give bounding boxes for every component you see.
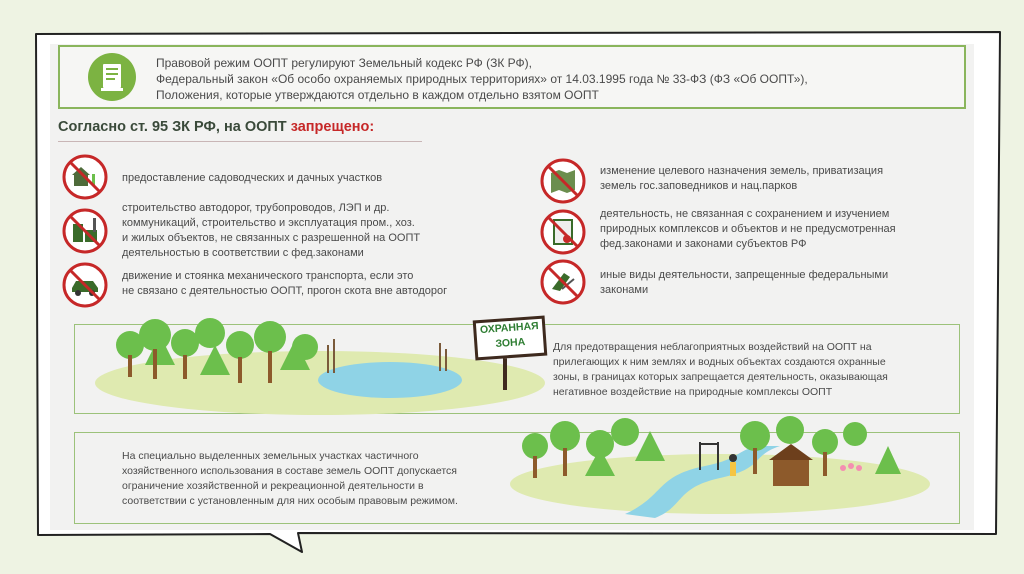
industrial-buildings-icon <box>62 208 108 254</box>
garden-house-icon <box>62 154 108 200</box>
protected-zone-sign: ОХРАННАЯ ЗОНА <box>473 316 548 361</box>
hunting-icon <box>540 259 586 305</box>
forbidden-item-3: движение и стоянка механического транспорта, если это не связано с деятельностью ООПТ, прогон скота вне автодорог <box>122 270 448 297</box>
header-line-3: Положения, которые утверждаются отдельно в каждом отдельно взятом ООПТ <box>156 88 599 102</box>
forbidden-item-2: строительство автодорог, трубопроводов, ЛЭП и др. коммуникаций, строительство и эксплуатация пром., хоз. и жилых объектов, не связанных с разрешенной на ООПТ деятельностью в соответствии с фед.законами <box>122 202 421 259</box>
forbidden-item-1: предоставление садоводческих и дачных участков <box>122 172 383 184</box>
document-icon <box>88 53 136 101</box>
partial-use-text: На специально выделенных земельных участках частичного хозяйственного использования в составе земель ООПТ допускается ограничение хозяйственной и рекреационной деятельности в соответствии с установленным для них особым правовым режимом. <box>122 450 458 507</box>
header-line-1: Правовой режим ООПТ регулируют Земельный кодекс РФ (ЗК РФ), <box>156 56 532 70</box>
protective-zone-text: Для предотвращения неблагоприятных воздействий на ООПТ на прилегающих к ним землях и водных объектах создаются охранные зоны, в границах которых запрещается деятельность, оказывающая негативное воздействие на природные комплексы ООПТ <box>553 341 888 398</box>
forbidden-item-4: изменение целевого назначения земель, приватизация земель гос.заповедников и нац.парков <box>600 165 884 192</box>
forbidden-item-6: иные виды деятельности, запрещенные федеральными законами <box>600 269 889 296</box>
certificate-icon <box>540 209 586 255</box>
title-underline <box>58 141 422 142</box>
car-icon <box>62 262 108 308</box>
forbidden-item-5: деятельность, не связанная с сохранением и изучением природных комплексов и объектов и не предусмотренная фед.законами и законами субъектов РФ <box>600 208 896 250</box>
legal-basis-header <box>58 45 966 109</box>
section-title: Согласно ст. 95 ЗК РФ, на ООПТ запрещено: <box>58 119 375 135</box>
forbidden-highlight: запрещено: <box>290 119 375 135</box>
recreation-area-illustration <box>505 406 935 524</box>
header-line-2: Федеральный закон «Об особо охраняемых природных территориях» от 14.03.1995 года № 33-ФЗ (ФЗ «Об ООПТ»), <box>156 72 808 86</box>
map-icon <box>540 158 586 204</box>
